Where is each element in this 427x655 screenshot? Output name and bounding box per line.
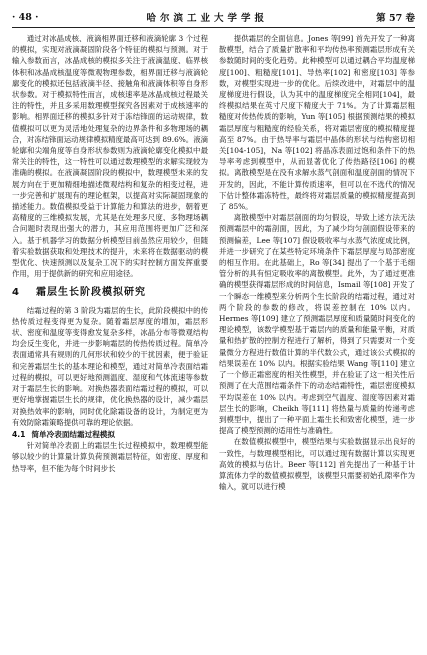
body-paragraph: 在数值模拟模型中，模型结果与实验数据显示出良好的一致性，与数理模型相比，可以通过现有数据计算以实现更高效的模拟与估计。Beer 等[112] 首先提出了一种基于计算流体力学的数值模拟模型，该模型只需要初始孔隙率作为输入，就可以进行模	[219, 437, 415, 492]
section-number: 4	[12, 287, 20, 299]
body-paragraph: 离散模型中对霜层剖面的均匀假设，导致上述方法无法预测霜层中的霜剖面，因此，为了减少均匀剖面假设带来的预测偏差，Lee 等[107] 假设吸收率与水蒸气浓度成比例，并进一步研究了在某些特定环境条件下霜层厚度与局部密度的相互作用。在此基础上，Ro 等[34] 提出了一个基于毛细管分析的具有恒定吸收率的离散模型。此外，为了通过更准确的模型获得霜层形成的时间信息，Ismail 等[108] 开发了一个瞬态一维模型来分析两个生长阶段的结霜过程，通过对两个阶段的参数的修改，将误差控制在 10% 以内。Hermes 等[109] 建立了预测霜层厚度和质量随时间变化的理论模型，该数学模型基于霜层内的质量和能量平衡，对质量和热扩散的控制方程进行了解析，得到了只需要对一个变量微分方程进行数值计算的半代数公式，通过该公式模拟的结果误差在 10% 以内。根据实验结果 Wang 等[110] 建立了一个修正霜密度的相关性模型，并在验证了这一相关性后预测了在大范围结霜条件下的动态结霜特性，霜层密度模拟平均误差在 10% 以内。考虑到空气温度、湿度等因素对霜层生长的影响，Cheikh 等[111] 将热量与质量的传递考虑到模型中，提出了一种平面上霜生长和致密化模型，进一步提高了模型预测的适用性与准确性。	[219, 213, 415, 436]
journal-title: 哈尔滨工业大学学报	[146, 13, 269, 24]
subsection-number: 4.1	[12, 429, 26, 439]
body-paragraph: 针对简单冷表面上的霜层生长过程模拟中，数理模型能够以较少的计算量计算负荷预测霜层特征，如密度、厚度和热导率，但不能为每个时间步长	[12, 441, 208, 473]
volume-label: 第 57 卷	[376, 13, 415, 24]
subsection-heading	[12, 429, 208, 440]
running-header	[12, 10, 415, 24]
section-title: 霜层生长阶段模拟研究	[35, 287, 146, 299]
section-heading	[12, 287, 208, 298]
subsection-title: 简单冷表面结霜过程模拟	[31, 429, 115, 439]
left-column	[12, 33, 208, 474]
right-column	[219, 33, 415, 492]
body-paragraph: 通过对冰晶成核、液滴相界面迁移和液滴轮廓 3 个过程的模拟，实现对液滴凝固阶段各个特征的模拟与预测。对于输入参数而言，冰晶成核的模拟多关注于液滴温度、临界核体积和冰晶成核温度等微观物理参数，相界面迁移与液滴轮廓变化的模拟还包括液滴半径、接触角和液滴体积等自身形状参数。对于模拟特性而言，成核速率是冰晶成核过程最关注的特性，并且多采用数理模型探究各因素对于成核速率的影响。相界面迁移的模拟多针对于冻结锋面的运动规律，数值模拟可以更为灵活地处理复杂的边界条件和多物理场的耦合，对冻结锋面运动规律模拟精度最高可达到 89.6%。液滴轮廓和尖端角度等自身形状参数则为液滴轮廓变化模拟中最常关注的特性，这一特性可以通过数理模型的求解实现较为准确的模拟。在液滴凝固阶段的模拟中，数理模型未来的发展方向在于更加精细地描述微观结构和复杂的相变过程，进一步完善和扩展现有的理论框架，以提高对实际凝固现象的描述能力。数值模拟受益于计算能力和算法的进步，朝着更高精度的三维模拟发展，尤其是在处理多尺度、多物理场耦合问题时表现出强大的潜力，其应用范围将更加广泛和深入。基于机器学习的数据分析模型目前虽然应用较少，但随着实验数据获取和处理技术的提升，未来将在数据驱动的模型优化、快速预测以及复杂工况下的实时控制方面发挥重要作用，用于提供新的研究和应用途径。	[12, 34, 208, 279]
page-number: · 48 ·	[12, 11, 39, 23]
body-paragraph: 提供霜层的全面信息。Jones 等[99] 首先开发了一种离散模型，结合了质量扩散率和平均传热率预测霜层形成有关参数随时间的变化趋势。此种模型可以通过耦合平均温度梯度[100]、粗糙度[101]、导热率[102] 和密度[103] 等参数，对模型实现进一步的优化。后续改进中，对霜层中的温度梯度进行假设，认为其中的温度梯度完全相同[104]，最终模拟结果在英寸尺度下精度大于 71%。为了计算霜层粗糙度对传热传质的影响，Yun 等[105] 根据预测结果的模拟霜层厚度与粗糙度的经验关系，将对霜层密度的模拟精度提高至 87%。由于热导率与霜层中晶体的形状与结构密切相关[104-105]，Na 等[102] 将晶冻表面过饱和条件下的热导率考虑到模型中，从而显著优化了传热路径[106] 的模拟。离散模型是在没有求解水蒸气剖面和温度剖面的情况下开发的，因此，不能计算传质速率，但可以在不选代的情况下估计整体霜冻特性，最终将对霜层质量的模拟精度提高到了 85%。	[219, 34, 415, 212]
header-rule	[12, 27, 415, 28]
body-paragraph: 结霜过程的第 3 阶段为霜层的生长，此阶段模拟中的传热传质过程变得更为复杂。随着霜层厚度的增加，霜层形状、密度和温度等变得愈发复杂多样，冰晶分布等微观结构均会反生变化，并进一步影响霜层的传热传质过程。简单冷表面通常具有规则的几何形状和较少的干扰因素，便于验证和完善霜层生长的基本理论和模型，通过对简单冷表面结霜过程的模拟，可以更好地预测温度、湿度和气体流速等参数对于霜层生长的影响。对换热器表面结霜过程的模拟，可以更好地掌握霜层生长的规律，优化换热器的设计，减少霜层对换热效率的影响，同时优化除霜设备的设计，为制定更为有效防除霜策略提供可靠的理论依据。	[12, 305, 208, 427]
